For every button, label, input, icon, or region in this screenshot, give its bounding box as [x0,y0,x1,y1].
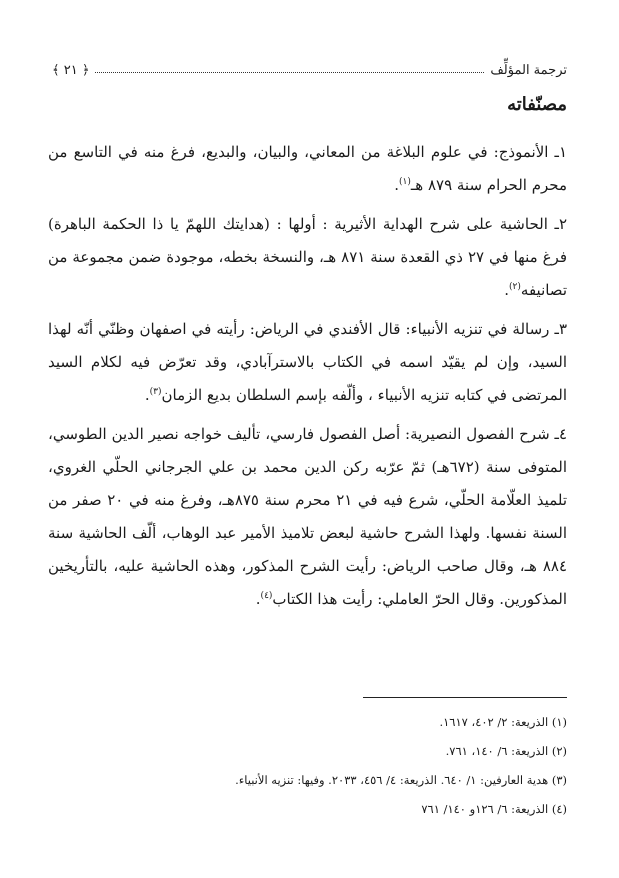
footnote-separator [363,697,567,698]
paragraph-4 [48,418,567,616]
paragraph-end: . [394,176,399,194]
footnote-4: (٤) الذريعة: ٦/ ١٢٦و ١٤٠/ ٧٦١ [421,802,567,816]
footnote-2: (٢) الذريعة: ٦/ ١٤٠، ٧٦١. [445,744,567,758]
paragraph-text: ٣ـ رسالة في تنزيه الأنبياء: قال الأفندي في الرياض: رأيته في اصفهان وظنّي أنّه لهذا السيد، وإن لم يقيّد اسمه في الكتاب بالاسترآبادي، وقد تعرّض فيه لكلام السيد المرتضى في كتابه تنزيه الأنبياء ، وألّفه بإسم السلطان بديع الزمان [48,320,567,404]
header-dot-leader [95,72,484,73]
body-text [48,136,567,622]
running-header [52,58,567,82]
paragraph-text: ٤ـ شرح الفصول النصيرية: أصل الفصول فارسي، تأليف خواجه نصير الدين الطوسي، المتوفى سنة (٦٧٢هـ) ثمّ عرّبه ركن الدين محمد بن علي الجرجاني الحلّي الغروي، تلميذ العلّامة الحلّي، شرع فيه في ٢١ محرم سنة ٨٧٥هـ، وفرغ منه في ٢٠ صفر من السنة نفسها. ولهذا الشرح حاشية لبعض تلاميذ الأمير عبد الوهاب، ألّف الحاشية سنة ٨٨٤ هـ، وقال صاحب الرياض: رأيت الشرح المذكور، وهذه الحاشية عليه، بالتأريخين المذكورين. وقال الحرّ العاملي: رأيت هذا الكتاب [48,425,568,608]
footnotes [52,708,567,824]
paragraph-end: . [504,281,510,299]
header-title: ترجمة المؤلِّف [490,62,567,78]
footnote-1: (١) الذريعة: ٢/ ٤٠٢، ١٦١٧. [439,715,567,729]
paragraph-text: ١ـ الأنموذج: في علوم البلاغة من المعاني، والبيان، والبديع، فرغ منه في التاسع من محرم الحرام سنة ٨٧٩ هـ [48,143,567,194]
paragraph-end: . [144,386,150,404]
section-title: مصنّفاته [507,94,567,115]
page-number: ﴿ ٢١ ﴾ [52,62,90,78]
paragraph-2 [48,208,567,307]
footnote-ref: (٤) [260,591,273,601]
paragraph-text: ٢ـ الحاشية على شرح الهداية الأثيرية : أولها : (هدايتك اللهمّ يا ذا الحكمة الباهرة) فرغ منها في ٢٧ ذي القعدة سنة ٨٧١ هـ، والنسخة بخطه، موجودة ضمن مجموعة من تصانيفه [48,215,567,299]
paragraph-end: . [255,590,261,608]
footnote-ref: (٢) [509,282,521,292]
footnote-3: (٣) هدية العارفين: ١/ ٦٤٠. الذريعة: ٤/ ٤٥٦، ٢٠٣٣. وفيها: تنزيه الأنبياء. [235,773,567,787]
paragraph-3 [48,313,567,412]
paragraph-1 [48,136,567,202]
footnote-ref: (٣) [149,387,162,397]
footnote-ref: (١) [399,177,411,187]
